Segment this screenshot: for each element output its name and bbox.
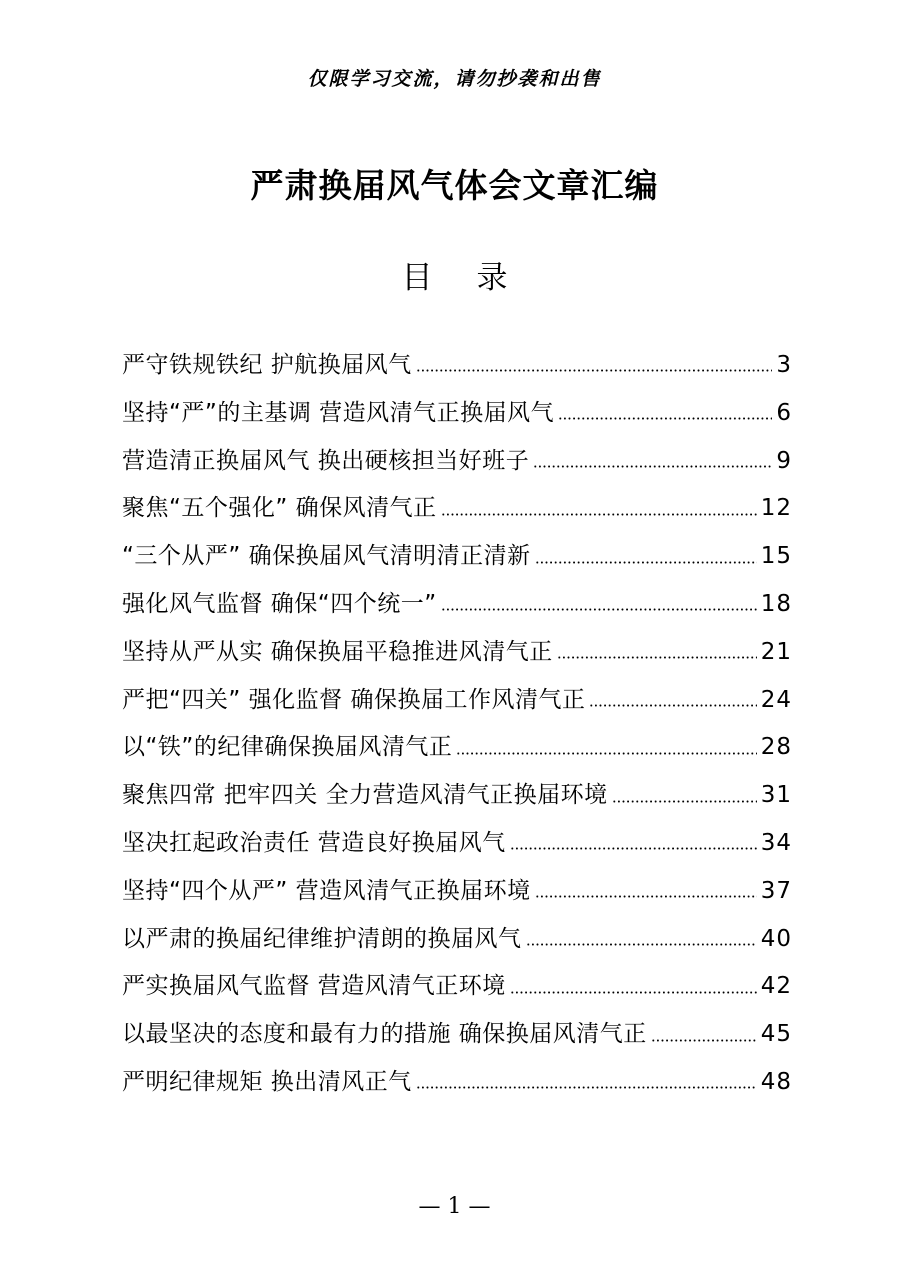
toc-item-page: 24 bbox=[760, 686, 792, 713]
toc-leader-dots bbox=[510, 847, 757, 850]
toc-item[interactable] bbox=[122, 342, 792, 390]
toc-item-title[interactable]: 严把“四关” 强化监督 确保换届工作风清气正 bbox=[122, 686, 586, 713]
toc-item[interactable] bbox=[122, 1011, 792, 1059]
toc-item-title[interactable]: 坚持“四个从严” 营造风清气正换届环境 bbox=[122, 877, 531, 904]
document-title: 严肃换届风气体会文章汇编 bbox=[250, 166, 659, 205]
toc-item[interactable] bbox=[122, 868, 792, 916]
toc-item-page: 18 bbox=[760, 590, 792, 617]
header-note: 仅限学习交流，请勿抄袭和出售 bbox=[307, 68, 602, 90]
toc-item-page: 37 bbox=[760, 877, 792, 904]
toc-item-title[interactable]: 严实换届风气监督 营造风清气正环境 bbox=[122, 973, 506, 1000]
toc-heading-char-1: 目 bbox=[401, 260, 433, 296]
toc-item-page: 21 bbox=[760, 638, 792, 665]
toc-leader-dots bbox=[535, 895, 757, 898]
toc-item-title[interactable]: 坚持从严从实 确保换届平稳推进风清气正 bbox=[122, 638, 553, 665]
toc-item-page: 34 bbox=[760, 829, 792, 856]
toc-item-page: 40 bbox=[760, 925, 792, 952]
toc-item-title[interactable]: 强化风气监督 确保“四个统一” bbox=[122, 590, 437, 617]
toc-item[interactable] bbox=[122, 1059, 792, 1107]
toc-leader-dots bbox=[533, 465, 772, 468]
toc-item-title[interactable]: 严明纪律规矩 换出清风正气 bbox=[122, 1068, 412, 1095]
toc-heading bbox=[0, 252, 909, 297]
toc-item[interactable] bbox=[122, 724, 792, 772]
toc-leader-dots bbox=[416, 1086, 757, 1089]
toc-item[interactable] bbox=[122, 820, 792, 868]
toc-leader-dots bbox=[535, 561, 757, 564]
toc-leader-dots bbox=[510, 991, 757, 994]
toc-leader-dots bbox=[589, 704, 756, 707]
toc-item-title[interactable]: 以“铁”的纪律确保换届风清气正 bbox=[122, 734, 453, 761]
toc-item-title[interactable]: 聚焦“五个强化” 确保风清气正 bbox=[122, 495, 437, 522]
toc-item-title[interactable]: “三个从严” 确保换届风气清明清正清新 bbox=[122, 543, 531, 570]
toc-leader-dots bbox=[557, 656, 757, 659]
toc-leader-dots bbox=[441, 608, 757, 611]
toc-leader-dots bbox=[441, 513, 757, 516]
toc-item[interactable] bbox=[122, 390, 792, 438]
toc-item[interactable] bbox=[122, 485, 792, 533]
toc-leader-dots bbox=[558, 417, 772, 420]
toc-item-page: 42 bbox=[760, 973, 792, 1000]
toc-item-page: 3 bbox=[776, 352, 792, 378]
toc-item[interactable] bbox=[122, 916, 792, 964]
toc-item-title[interactable]: 坚持“严”的主基调 营造风清气正换届风气 bbox=[122, 399, 555, 426]
toc-item-page: 12 bbox=[760, 495, 792, 522]
page-number-footer: — 1 — bbox=[418, 1194, 491, 1219]
toc-item[interactable] bbox=[122, 533, 792, 581]
toc-item-page: 6 bbox=[776, 399, 792, 426]
toc-item-page: 45 bbox=[760, 1021, 792, 1048]
toc-item[interactable] bbox=[122, 677, 792, 725]
toc-item[interactable] bbox=[122, 772, 792, 820]
toc-item-title[interactable]: 以严肃的换届纪律维护清朗的换届风气 bbox=[122, 925, 522, 952]
toc-leader-dots bbox=[651, 1039, 757, 1042]
toc-item-page: 9 bbox=[776, 447, 792, 474]
toc-item[interactable] bbox=[122, 963, 792, 1011]
toc-item-title[interactable]: 坚决扛起政治责任 营造良好换届风气 bbox=[122, 829, 506, 856]
toc-item[interactable] bbox=[122, 581, 792, 629]
toc-item-title[interactable]: 营造清正换届风气 换出硬核担当好班子 bbox=[122, 447, 530, 474]
toc-item-title[interactable]: 严守铁规铁纪 护航换届风气 bbox=[122, 352, 412, 378]
toc-leader-dots bbox=[526, 943, 757, 946]
toc-leader-dots bbox=[612, 800, 757, 803]
toc-leader-dots bbox=[416, 369, 773, 372]
toc-item-page: 31 bbox=[760, 782, 792, 809]
toc-item-page: 28 bbox=[760, 734, 792, 761]
toc-item-page: 15 bbox=[760, 543, 792, 570]
toc-item-title[interactable]: 聚焦四常 把牢四关 全力营造风清气正换届环境 bbox=[122, 782, 608, 809]
toc-item-page: 48 bbox=[760, 1068, 792, 1095]
toc-list bbox=[122, 342, 792, 1107]
toc-heading-char-2: 录 bbox=[476, 260, 508, 296]
toc-item[interactable] bbox=[122, 438, 792, 486]
toc-leader-dots bbox=[456, 752, 756, 755]
toc-item[interactable] bbox=[122, 629, 792, 677]
toc-item-title[interactable]: 以最坚决的态度和最有力的措施 确保换届风清气正 bbox=[122, 1021, 647, 1048]
